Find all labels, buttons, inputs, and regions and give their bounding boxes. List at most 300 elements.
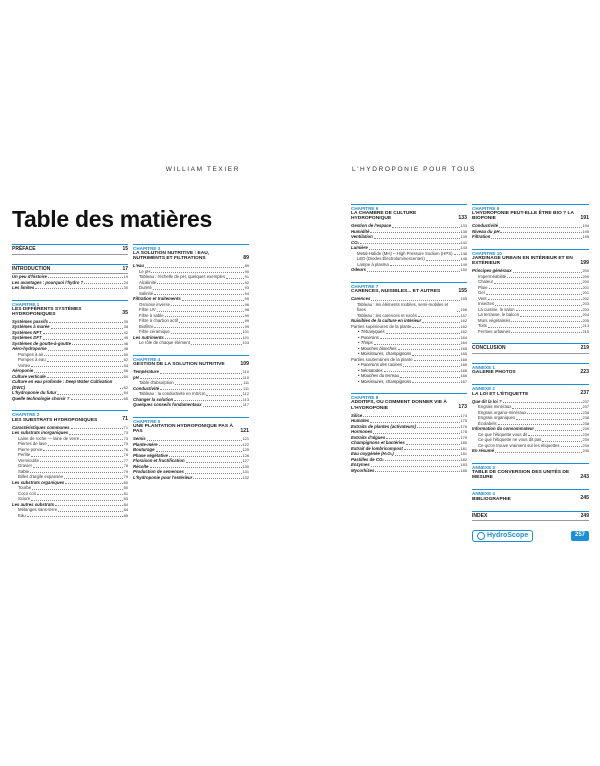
entry-label: CO₂ <box>351 239 360 245</box>
entry-label: Gestion de l'espace <box>351 223 392 229</box>
entry-page-number: 141 <box>460 239 467 245</box>
entry-page-number: 179 <box>460 434 467 440</box>
entry-label: Niveau du pH <box>472 228 500 234</box>
leader-dots <box>84 283 122 284</box>
leader-dots <box>412 327 459 328</box>
entry-label: Systèmes passifs <box>12 318 49 324</box>
leader-dots <box>31 456 122 457</box>
leader-dots <box>486 294 582 295</box>
hydroscope-logo <box>472 530 533 542</box>
entry-page-number: 52 <box>123 357 128 363</box>
entry-page-number: 62 <box>123 384 128 390</box>
chapter-heading <box>133 417 249 434</box>
entry-page-number: 101 <box>242 334 249 340</box>
leader-dots <box>426 260 460 261</box>
entry-label: Gel <box>478 290 485 296</box>
entry-label: Que dit la loi ? <box>472 398 502 404</box>
leader-dots <box>27 516 123 517</box>
leader-dots <box>69 434 123 435</box>
entry-label: Sciure <box>18 496 31 502</box>
leader-dots <box>154 294 244 295</box>
chapter-title-row <box>472 211 589 221</box>
leader-dots <box>507 277 581 278</box>
entry-page-number: 38 <box>123 324 128 330</box>
leader-dots <box>495 305 581 306</box>
leader-dots <box>385 460 460 461</box>
toc-entry <box>351 302 467 313</box>
section-title: INTRODUCTION <box>12 265 51 272</box>
entry-page-number: 180 <box>460 440 467 446</box>
chapter-title-row <box>12 307 128 317</box>
entry-page-number: 238 <box>582 415 589 421</box>
leader-dots <box>542 441 581 442</box>
leader-dots <box>203 406 242 407</box>
entry-page-number: 185 <box>460 467 467 473</box>
entry-label: Engrais minéraux <box>478 404 512 410</box>
leader-dots <box>495 452 582 453</box>
leader-dots <box>174 400 242 401</box>
leader-dots <box>182 300 244 301</box>
leader-dots <box>511 321 581 322</box>
entry-label: Tourbe <box>18 485 32 491</box>
entry-label: Tableau : les carences et excès <box>357 312 417 318</box>
entry-label: Tableau : la conductivité en mS/cm <box>139 391 206 397</box>
entry-page-number: 200 <box>582 279 589 285</box>
leader-dots <box>57 394 122 395</box>
entry-page-number: 48 <box>123 346 128 352</box>
entry-page-number: 239 <box>582 442 589 448</box>
entry-label: En résumé <box>472 448 494 454</box>
entry-label: Billes d'argile expansée <box>18 474 64 480</box>
chapter-heading <box>12 410 128 423</box>
chapter-title-row <box>351 400 467 410</box>
entry-label: Eau oxygénée (H₂O₂) <box>351 451 394 457</box>
entry-label: Production de semences <box>133 469 184 475</box>
entry-label: Semis <box>133 436 146 442</box>
entry-label: pH <box>133 374 139 380</box>
chapter-title: JARDINAGE URBAIN EN INTÉRIEUR ET EN EXTÉRIEUR <box>472 255 573 267</box>
entry-page-number: 156 <box>460 307 467 313</box>
leader-dots <box>386 333 460 334</box>
chapter-number: CHAPITRE 10 <box>472 250 502 256</box>
entry-page-number: 167 <box>460 378 467 384</box>
leader-dots <box>417 427 460 428</box>
chapter-title: LA LOI ET L'ÉTIQUETTE <box>472 391 529 397</box>
entry-label: La cuisine, le salon <box>478 306 515 312</box>
leader-dots <box>157 283 243 284</box>
leader-dots <box>31 500 122 501</box>
leader-dots <box>398 349 460 350</box>
entry-page-number: 93 <box>244 285 249 291</box>
leader-dots <box>150 467 242 468</box>
toc-section <box>472 489 589 502</box>
chapter-page-number: 223 <box>580 368 589 375</box>
leader-dots <box>373 433 459 434</box>
entry-page-number: 54 <box>123 362 128 368</box>
entry-page-number: 133 <box>460 223 467 229</box>
leader-dots <box>140 378 242 379</box>
entry-label: • Mouches du terreau <box>358 373 399 379</box>
leader-dots <box>55 505 123 506</box>
entry-page-number: 155 <box>460 296 467 302</box>
leader-dots <box>371 300 459 301</box>
entry-page-number: 103 <box>242 340 249 346</box>
toc-entry <box>351 468 467 474</box>
entry-page-number: 73 <box>123 435 128 441</box>
toc-section <box>133 244 249 346</box>
toc-column-2 <box>133 244 249 489</box>
entry-page-number: 181 <box>460 451 467 457</box>
entry-label: Murs végétalisés <box>478 317 511 323</box>
leader-dots <box>390 265 460 266</box>
entry-page-number: 237 <box>582 404 589 410</box>
leader-dots <box>171 305 244 306</box>
leader-dots <box>412 382 459 383</box>
entry-page-number: 162 <box>460 329 467 335</box>
chapter-title: ADDITIFS, OU COMMENT DONNER VIE À L'HYDROPONIE <box>351 400 447 411</box>
section-page-number: 15 <box>122 246 128 252</box>
toc-section <box>351 282 467 385</box>
leader-dots <box>153 289 244 290</box>
entry-page-number: 149 <box>460 261 467 267</box>
chapter-number: CHAPITRE 7 <box>351 283 379 289</box>
entry-label: Pompes à air <box>18 351 44 357</box>
chapter-number: ANNEXE 3 <box>472 464 495 470</box>
chapter-heading <box>472 384 589 397</box>
leader-dots <box>169 456 242 457</box>
leader-dots <box>489 288 582 289</box>
chapter-title: L'HYDROPONIE PEUT-ELLE ÊTRE BIO ? LA BIOPONIE <box>472 211 574 222</box>
toc-section <box>472 463 589 480</box>
entry-label: Systèmes DFT <box>12 335 42 341</box>
leader-dots <box>35 288 122 289</box>
leader-dots <box>494 283 581 284</box>
leader-dots <box>32 489 123 490</box>
entry-page-number: 146 <box>460 250 467 256</box>
leader-dots <box>370 422 459 423</box>
entry-page-number: 35 <box>123 318 128 324</box>
entry-page-number: 110 <box>242 374 249 380</box>
entry-label: Enzymes <box>351 462 370 468</box>
entry-label: Imperméabilité <box>478 273 507 279</box>
leader-dots <box>527 413 581 414</box>
chapter-page-number: 173 <box>458 404 467 411</box>
entry-page-number: 157 <box>460 312 467 318</box>
entry-label: Tableau : l'échelle de pH, quelques exemples <box>139 274 226 280</box>
chapter-page-number: 155 <box>458 287 467 294</box>
leader-dots <box>43 450 122 451</box>
toc-section <box>472 384 589 454</box>
entry-page-number: 178 <box>460 429 467 435</box>
entry-label: Les substrats inorganiques <box>12 430 69 436</box>
entry-page-number: 201 <box>582 290 589 296</box>
entry-label: Humates <box>351 418 370 424</box>
entry-label: Filtration <box>472 234 491 240</box>
entry-page-number: 150 <box>460 267 467 273</box>
entry-label: • Tétranyques <box>358 329 385 335</box>
section-title: CONCLUSION <box>472 345 506 352</box>
chapter-number: CHAPITRE 8 <box>351 395 379 401</box>
entry-label: Filtration et traitements <box>133 296 181 302</box>
chapter-page-number: 199 <box>580 259 589 266</box>
leader-dots <box>498 424 582 425</box>
leader-dots <box>33 467 123 468</box>
chapter-page-number: 191 <box>580 214 589 221</box>
entry-label: La terrasse, le balcon <box>478 312 520 318</box>
entry-page-number: 85 <box>123 512 128 518</box>
leader-dots <box>499 227 581 228</box>
entry-page-number: 122 <box>242 441 249 447</box>
leader-dots <box>156 451 242 452</box>
leader-dots <box>71 428 123 429</box>
entry-label: Aéro-hydroponie <box>12 346 47 352</box>
entry-page-number: 204 <box>582 312 589 318</box>
leader-dots <box>404 449 460 450</box>
entry-label: Sable <box>18 468 29 474</box>
entry-label: Phase végétative <box>133 452 168 458</box>
entry-label: • Moisissures, champignons <box>358 351 411 357</box>
chapter-heading <box>472 363 589 376</box>
chapter-title-row <box>133 362 249 368</box>
entry-label: Les limites <box>12 285 35 290</box>
entry-label: Alcalinité <box>139 279 157 285</box>
entry-label: Salinité <box>139 290 154 296</box>
entry-page-number: 89 <box>244 263 249 269</box>
entry-label: Silice <box>351 412 363 418</box>
toc-section <box>351 204 467 273</box>
entry-label: Tableau : les éléments mobiles, semi-mobiles et fixes <box>357 301 449 313</box>
entry-label: Plante-mère <box>133 441 158 447</box>
leader-dots <box>516 310 582 311</box>
entry-label: Mélanges sans-terre <box>18 507 58 513</box>
chapter-number: CHAPITRE 4 <box>133 356 161 362</box>
entry-label: Systèmes de goutte-à-goutte <box>12 340 71 346</box>
entry-page-number: 76 <box>123 446 128 452</box>
toc-entry <box>351 379 467 385</box>
entry-label: L'hydroponie pour l'extérieur <box>133 474 193 480</box>
chapter-title: GALERIE PHOTOS <box>472 370 516 376</box>
entry-label: • Thrips <box>358 340 373 346</box>
chapter-title-row <box>472 370 589 376</box>
chapter-title-row <box>472 496 589 502</box>
entry-label: Eau <box>18 512 26 518</box>
leader-dots <box>226 278 244 279</box>
leader-dots <box>491 238 581 239</box>
toc-section <box>133 417 249 480</box>
leader-dots <box>145 267 244 268</box>
entry-label: Insectes <box>478 301 495 307</box>
leader-dots <box>48 350 123 351</box>
leader-dots <box>193 478 241 479</box>
entry-page-number: 166 <box>460 356 467 362</box>
entry-page-number: 238 <box>582 420 589 426</box>
leader-dots <box>516 419 581 420</box>
entry-label: Perlite <box>18 452 31 458</box>
entry-label: Extraits d'algues <box>351 434 386 440</box>
entry-label: Table d'absorption <box>139 380 174 386</box>
entry-page-number: 71 <box>123 424 128 430</box>
entry-label: Filtre à charbon actif <box>139 318 178 324</box>
entry-page-number: 125 <box>242 447 249 453</box>
entry-page-number: 83 <box>123 496 128 502</box>
chapter-number: CHAPITRE 2 <box>12 412 40 418</box>
chapter-heading <box>133 244 249 261</box>
entry-label: Quelle technologie choisir ? <box>12 395 70 401</box>
leader-dots <box>151 272 243 273</box>
entry-label: Floraison et fructification <box>133 458 185 464</box>
leader-dots <box>457 311 460 312</box>
toc-entry <box>351 267 467 273</box>
entry-label: • Moisissures, champignons <box>358 379 411 385</box>
entry-label: Les substrats organiques <box>12 479 65 485</box>
entry-page-number: 64 <box>123 390 128 396</box>
chapter-title-row <box>472 391 589 397</box>
entry-page-number: 98 <box>244 307 249 313</box>
entry-label: Chaleur <box>478 279 494 285</box>
entry-label: Ce qu'on trouve vraiment sur les étiquettes <box>478 442 560 448</box>
entry-page-number: 195 <box>582 228 589 234</box>
entry-label: • Pucerons <box>358 335 379 341</box>
entry-page-number: 165 <box>460 345 467 351</box>
entry-page-number: 131 <box>242 469 249 475</box>
entry-label: Quelques conseils fondamentaux <box>133 402 202 408</box>
leader-dots <box>374 344 460 345</box>
entry-page-number: 113 <box>242 396 249 402</box>
entry-page-number: 203 <box>582 301 589 307</box>
chapter-number: CHAPITRE 6 <box>351 206 379 211</box>
entry-page-number: 148 <box>460 256 467 262</box>
leader-dots <box>72 344 123 345</box>
leader-dots <box>120 388 123 389</box>
chapter-page-number: 35 <box>122 310 128 317</box>
entry-label: Extraits de plantes (activateurs) <box>351 423 416 429</box>
leader-dots <box>165 316 244 317</box>
entry-label: Pastilles de CO₂ <box>351 456 384 462</box>
leader-dots <box>380 338 460 339</box>
entry-label: Dureté <box>139 285 152 291</box>
leader-dots <box>528 435 581 436</box>
leader-dots <box>49 322 123 323</box>
toc-entry <box>472 329 589 335</box>
entry-page-number: 162 <box>460 318 467 324</box>
entry-label: Le rôle de chaque élément <box>139 340 190 346</box>
entry-page-number: 111 <box>243 385 249 391</box>
entry-label: Caractéristiques communes <box>12 424 70 430</box>
entry-page-number: 132 <box>242 474 249 480</box>
entry-label: Filtre UV <box>139 307 156 313</box>
chapter-page-number: 243 <box>580 473 589 480</box>
entry-page-number: 79 <box>123 468 128 474</box>
chapter-title: UNE PLANTATION HYDROPONIQUE PAS À PAS <box>133 423 233 435</box>
leader-dots <box>406 444 460 445</box>
leader-dots <box>395 455 460 456</box>
entry-label: L'hydroponie du futur <box>12 390 57 396</box>
entry-label: Information du consommateur <box>472 426 535 432</box>
leader-dots <box>367 271 459 272</box>
chapter-title-row <box>133 251 249 261</box>
entry-page-number: 194 <box>582 223 589 229</box>
entry-page-number: 84 <box>123 501 128 507</box>
entry-label: Parties souterraines de la plante <box>351 356 413 362</box>
entry-label: Un peu d'histoire <box>12 274 47 279</box>
entry-page-number: 239 <box>582 437 589 443</box>
entry-label: Le pH <box>139 268 151 274</box>
toc-entry <box>133 402 249 408</box>
toc-entry <box>12 513 128 519</box>
entry-page-number: 92 <box>244 279 249 285</box>
entry-page-number: 117 <box>242 402 249 408</box>
entry-label: • Nématodes <box>358 368 383 374</box>
leader-dots <box>80 439 123 440</box>
entry-page-number: 175 <box>460 418 467 424</box>
entry-label: Température <box>133 369 159 375</box>
entry-label: Conductivité <box>472 223 499 229</box>
entry-page-number: 205 <box>582 317 589 323</box>
running-head-book-title: L'HYDROPONIE POUR TOUS <box>352 166 476 173</box>
entry-page-number: 50 <box>123 351 128 357</box>
entry-label: Vermiculite <box>18 457 40 463</box>
section-heading <box>472 511 589 522</box>
entry-label: Hormones <box>351 429 373 435</box>
toc-entry <box>133 475 249 481</box>
entry-label: Conductivité <box>133 385 160 391</box>
toc-section <box>133 355 249 408</box>
entry-page-number: 30 <box>123 285 128 290</box>
leader-dots <box>47 377 123 378</box>
entry-label: Pluie <box>478 284 488 290</box>
entry-label: Changer la solution <box>133 396 174 402</box>
entry-label: Toits <box>478 323 487 329</box>
entry-page-number: 121 <box>242 436 249 442</box>
leader-dots <box>503 402 582 403</box>
chapter-page-number: 109 <box>240 360 249 367</box>
entry-page-number: 84 <box>123 507 128 513</box>
leader-dots <box>369 249 460 250</box>
section-heading <box>12 244 128 255</box>
entry-label: Gravier <box>18 463 33 469</box>
toc-section <box>472 363 589 376</box>
entry-label: Pierre ponce <box>18 446 43 452</box>
entry-page-number: 81 <box>123 490 128 496</box>
leader-dots <box>171 333 242 334</box>
chapter-heading <box>351 204 467 221</box>
leader-dots <box>418 316 460 317</box>
leader-dots <box>561 446 582 447</box>
entry-label: Pierres de lave <box>18 441 47 447</box>
leader-dots <box>520 316 581 317</box>
entry-page-number: 238 <box>582 409 589 415</box>
leader-dots <box>371 466 460 467</box>
entry-page-number: 78 <box>123 463 128 469</box>
leader-dots <box>58 511 123 512</box>
entry-page-number: 73 <box>123 430 128 436</box>
leader-dots <box>500 232 581 233</box>
entry-label: Bouturage <box>133 447 155 453</box>
entry-label: Carences <box>351 296 371 302</box>
entry-page-number: 239 <box>582 431 589 437</box>
entry-label: Aéroponie <box>12 368 34 374</box>
leader-dots <box>71 399 123 400</box>
chapter-title-row <box>351 289 467 295</box>
entry-page-number: 143 <box>460 245 467 251</box>
leader-dots <box>179 322 244 323</box>
entry-page-number: 127 <box>242 458 249 464</box>
logo-circle-icon <box>477 532 485 540</box>
entry-page-number: 46 <box>123 340 128 346</box>
entry-label: Filtre céramique <box>139 329 170 335</box>
entry-page-number: 240 <box>582 448 589 454</box>
leader-dots <box>31 366 122 367</box>
